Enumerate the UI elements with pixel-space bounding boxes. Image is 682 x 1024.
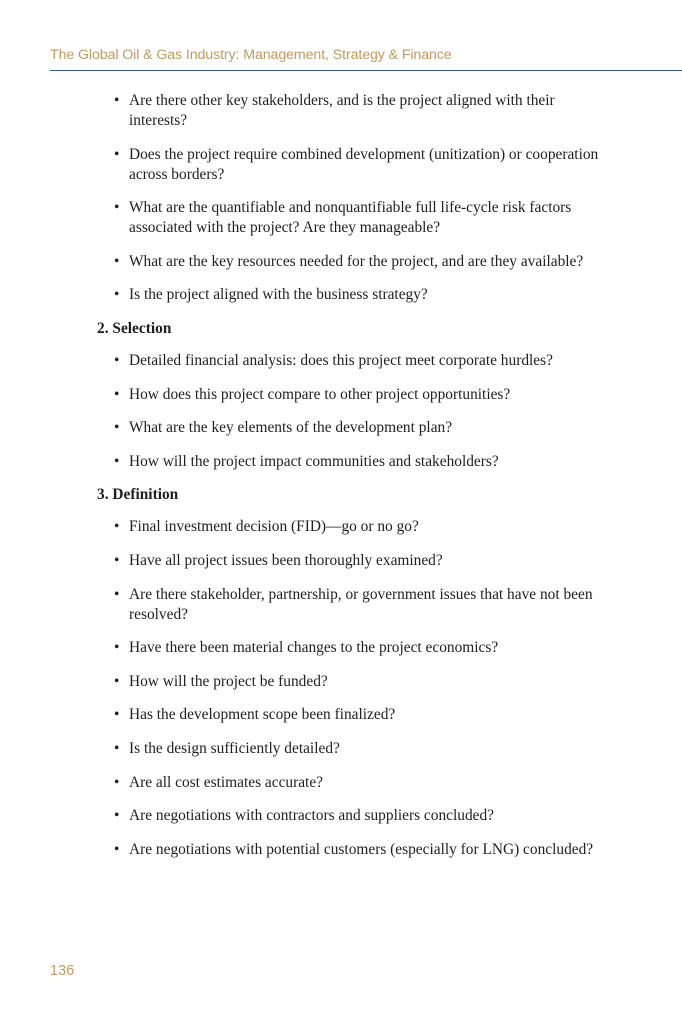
selection-bullet-list [96,351,616,472]
list-item: • What are the quantifiable and nonquantifiable full life-cycle risk factors associated with the project? Are they manageable? [96,198,616,238]
running-header-title: The Global Oil & Gas Industry: Management, Strategy & Finance [50,47,452,63]
list-item: • Has the development scope been finalized? [96,705,616,725]
list-item: • What are the key elements of the development plan? [96,418,616,438]
list-item: • How will the project impact communities and stakeholders? [96,452,616,472]
list-item: • What are the key resources needed for the project, and are they available? [96,252,616,272]
page-number: 136 [50,963,75,979]
list-item: • How will the project be funded? [96,672,616,692]
page-body [96,91,616,873]
list-item: • Are negotiations with contractors and suppliers concluded? [96,806,616,826]
list-item: • Final investment decision (FID)—go or no go? [96,517,616,537]
list-item: • Does the project require combined development (unitization) or cooperation across borders? [96,145,616,185]
definition-bullet-list [96,517,616,859]
list-item: • Are there stakeholder, partnership, or government issues that have not been resolved? [96,585,616,625]
section-heading-selection: 2. Selection [97,319,172,337]
header-divider [50,70,682,71]
list-item: • Detailed financial analysis: does this project meet corporate hurdles? [96,351,616,371]
list-item: • How does this project compare to other project opportunities? [96,385,616,405]
list-item: • Are all cost estimates accurate? [96,773,616,793]
list-item: • Is the design sufficiently detailed? [96,739,616,759]
list-item: • Have all project issues been thoroughly examined? [96,551,616,571]
list-item: • Have there been material changes to the project economics? [96,638,616,658]
section-heading-definition: 3. Definition [97,486,179,504]
list-item: • Are there other key stakeholders, and is the project aligned with their interests? [96,91,616,131]
list-item: • Is the project aligned with the business strategy? [96,285,616,305]
list-item: • Are negotiations with potential customers (especially for LNG) concluded? [96,840,616,860]
intro-bullet-list [96,91,616,305]
